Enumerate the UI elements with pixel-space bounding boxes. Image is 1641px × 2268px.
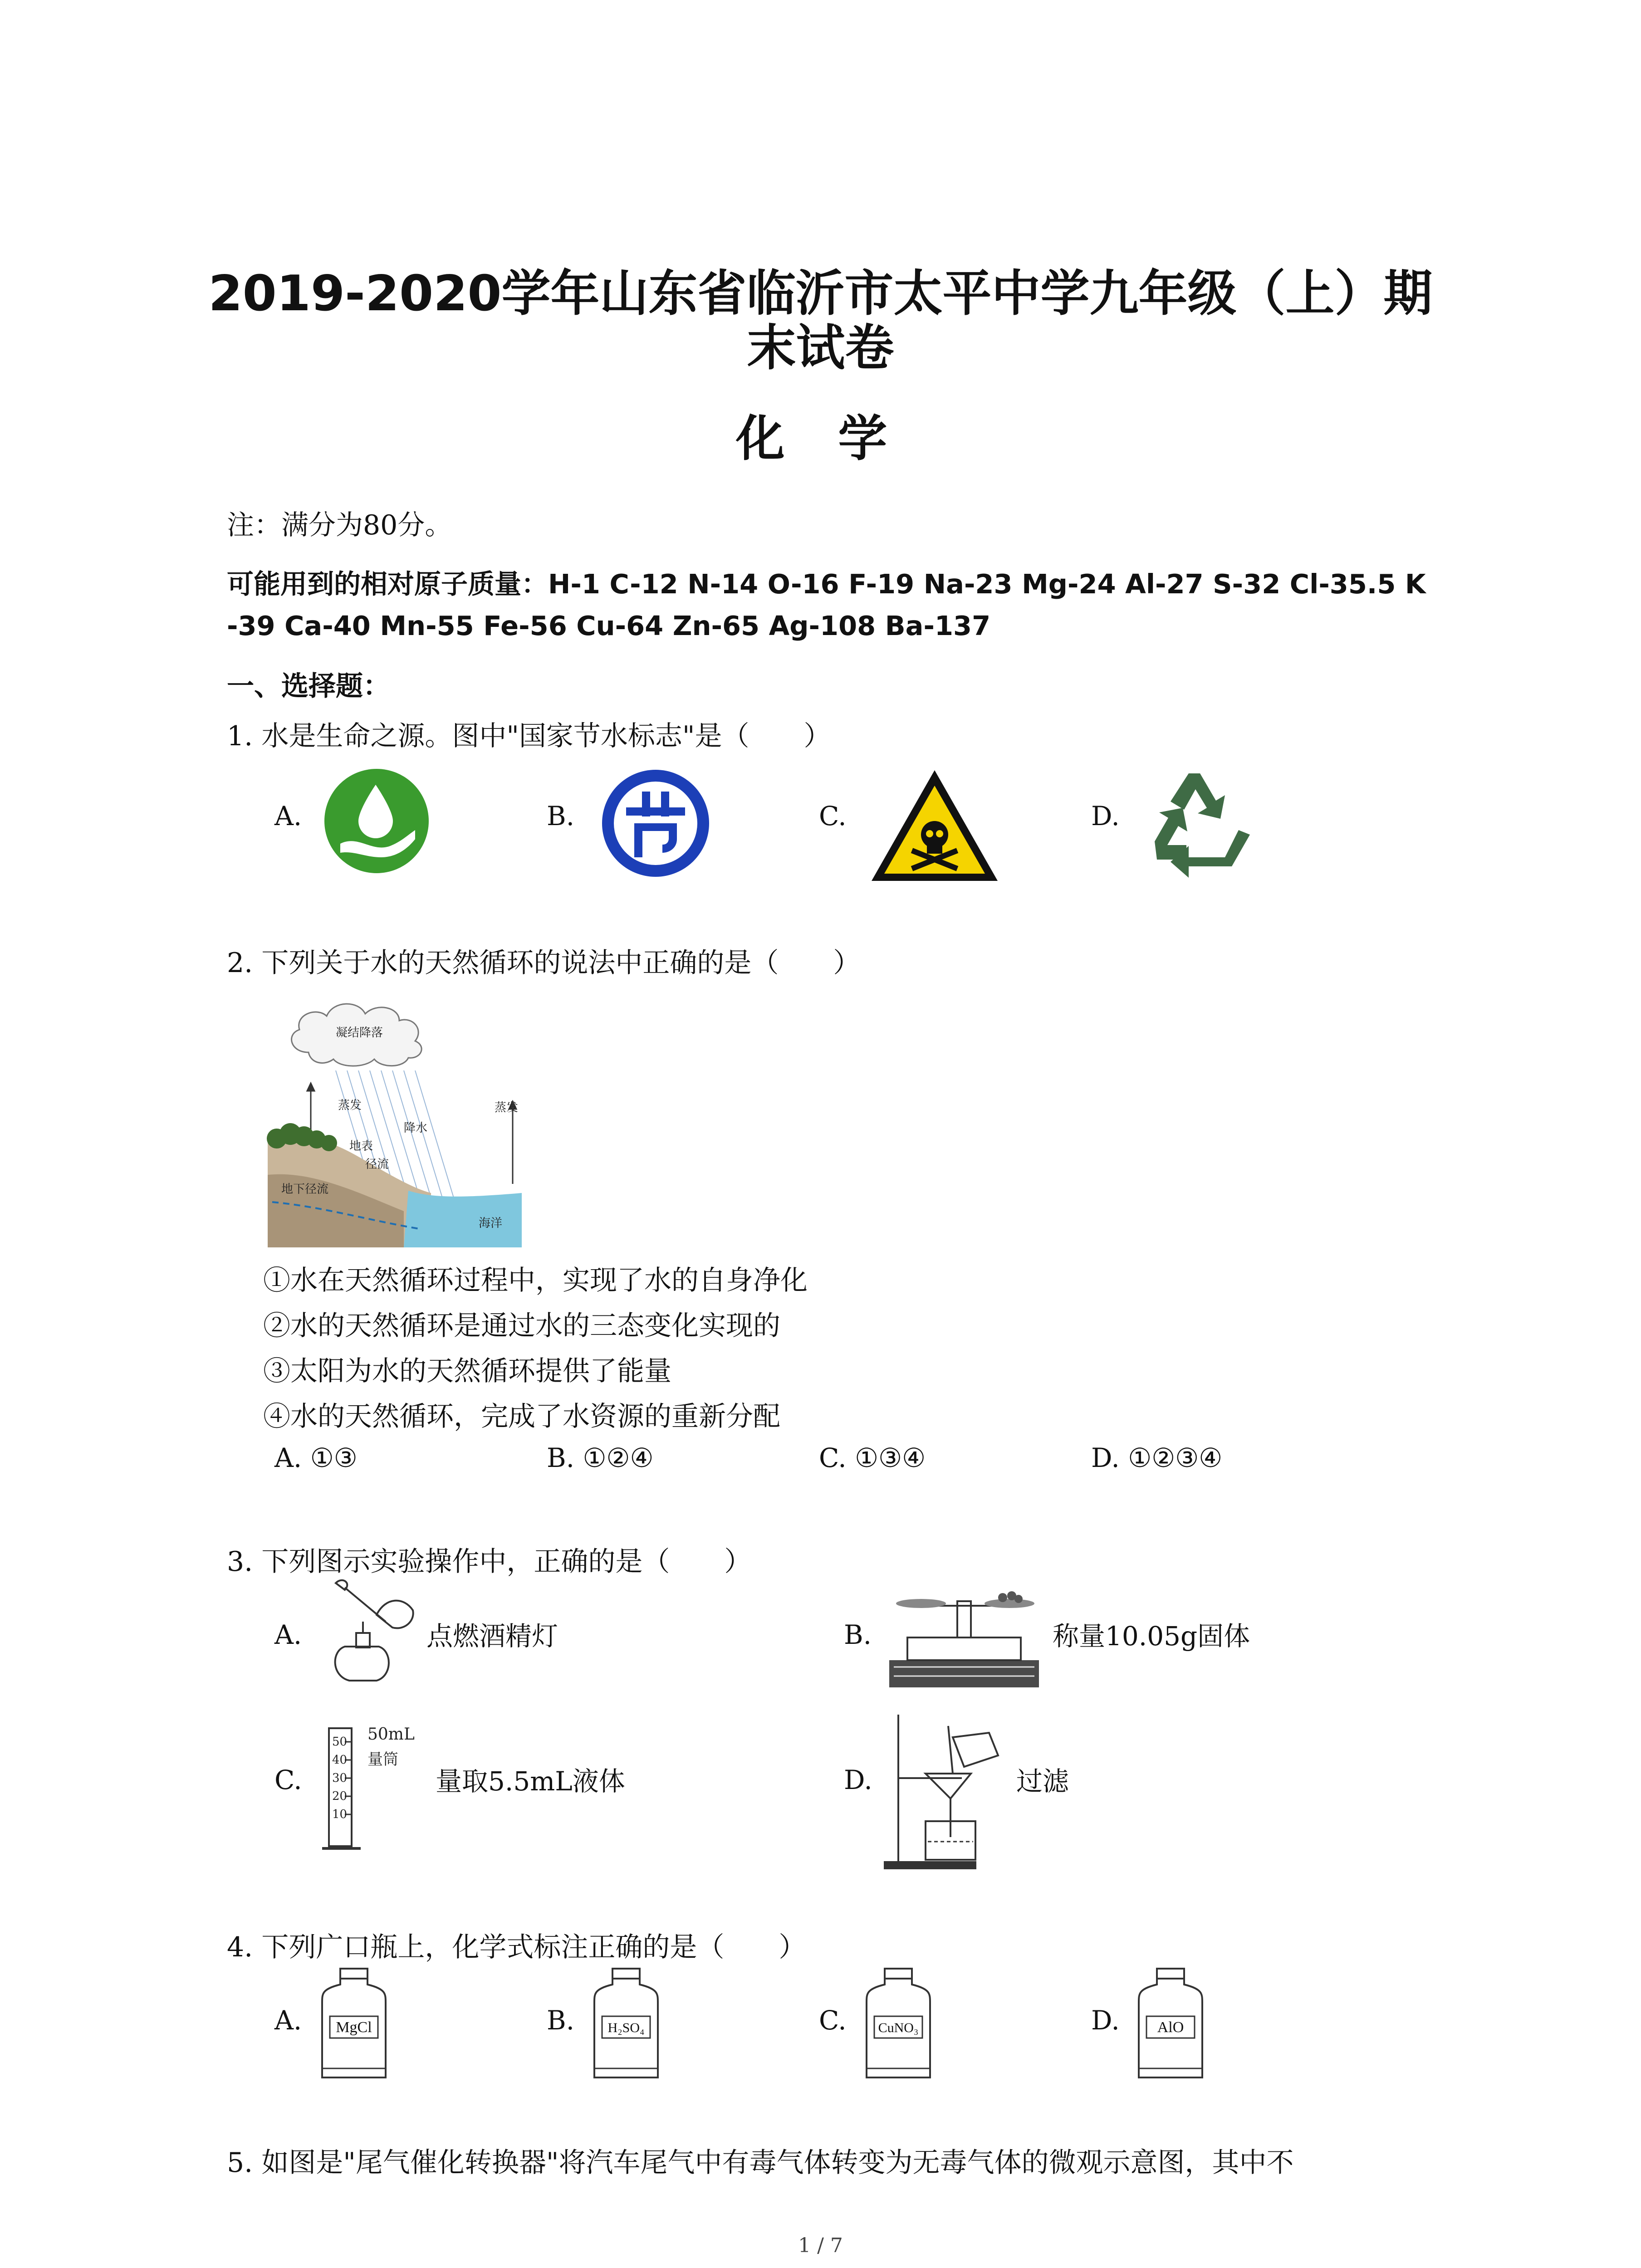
filtration-setup-icon xyxy=(885,1706,1012,1873)
label-condense: 凝结降落 xyxy=(336,1026,383,1040)
q3-option-d-letter: D. xyxy=(844,1765,872,1795)
label-precipitation: 降水 xyxy=(404,1121,428,1135)
section-heading: 一、选择题： xyxy=(227,670,390,702)
q2-statement-1: ①水在天然循环过程中，实现了水的自身净化 xyxy=(263,1265,808,1296)
q2-statement-4: ④水的天然循环，完成了水资源的重新分配 xyxy=(263,1401,780,1432)
bottle-a-label: MgCl xyxy=(336,2019,372,2036)
q3-option-b-letter: B. xyxy=(844,1619,872,1650)
water-cycle-diagram xyxy=(268,993,522,1247)
label-ocean: 海洋 xyxy=(479,1217,503,1230)
question-3-stem: 3. 下列图示实验操作中，正确的是（ ） xyxy=(227,1546,752,1578)
label-evaporation-land: 蒸发 xyxy=(338,1099,362,1112)
water-drop-logo-icon xyxy=(322,767,431,875)
cyl-tick-40: 40 xyxy=(332,1753,348,1767)
q2-option-c: C. ①③④ xyxy=(819,1442,926,1473)
recycle-icon xyxy=(1141,764,1259,882)
q4-option-d: D. xyxy=(1091,2005,1120,2036)
bottle-c xyxy=(864,1969,932,2082)
bottle-c-label: CuNO₃ xyxy=(878,2020,919,2035)
question-5-stem: 5. 如图是"尾气催化转换器"将汽车尾气中有毒气体转变为无毒气体的微观示意图，其中不 xyxy=(227,2147,1294,2179)
label-runoff: 径流 xyxy=(365,1158,389,1171)
cyl-tick-20: 20 xyxy=(332,1789,348,1803)
cyl-tick-50: 50 xyxy=(332,1735,348,1749)
cylinder-name: 量筒 xyxy=(367,1750,398,1769)
q4-option-b: B. xyxy=(547,2005,575,2036)
bottle-b-label: H₂SO₄ xyxy=(607,2020,645,2035)
q3-option-d-text: 过滤 xyxy=(1016,1766,1069,1797)
page-title-line2: 末试卷 xyxy=(747,320,894,376)
atomic-masses-line1: 可能用到的相对原子质量：H-1 C-12 N-14 O-16 F-19 Na-23 Mg-24 Al-27 S-32 Cl-35.5 K xyxy=(227,568,1426,600)
page-number: 1 / 7 xyxy=(798,2234,843,2257)
bottle-d xyxy=(1136,1969,1205,2082)
water-saving-logo-icon xyxy=(599,767,712,880)
q1-option-d: D. xyxy=(1091,801,1120,831)
q2-option-b: B. ①②④ xyxy=(547,1442,654,1473)
q3-option-a-text: 点燃酒精灯 xyxy=(426,1621,558,1652)
q3-option-c-text: 量取5.5mL液体 xyxy=(436,1766,625,1797)
bottle-d-label: AlO xyxy=(1157,2019,1184,2036)
bottle-b xyxy=(592,1969,660,2082)
q3-option-b-text: 称量10.05g固体 xyxy=(1053,1621,1250,1652)
q3-option-a-letter: A. xyxy=(274,1619,302,1650)
score-note: 注：满分为80分。 xyxy=(227,509,452,541)
cyl-tick-30: 30 xyxy=(332,1771,348,1785)
balance-icon xyxy=(889,1588,1043,1692)
q1-option-a: A. xyxy=(274,801,302,831)
atomic-masses-line2: -39 Ca-40 Mn-55 Fe-56 Cu-64 Zn-65 Ag-108 Ba-137 xyxy=(227,610,991,641)
q2-statement-3: ③太阳为水的天然循环提供了能量 xyxy=(263,1355,671,1387)
q1-option-b: B. xyxy=(547,801,575,831)
q3-option-c-letter: C. xyxy=(274,1765,302,1795)
q2-statement-2: ②水的天然循环是通过水的三态变化实现的 xyxy=(263,1310,780,1342)
label-surface: 地表 xyxy=(349,1139,373,1153)
page-title: 2019-2020学年山东省临沂市太平中学九年级（上）期 xyxy=(208,265,1433,322)
toxic-warning-icon xyxy=(869,767,1000,885)
q1-option-c: C. xyxy=(819,801,847,831)
question-2-stem: 2. 下列关于水的天然循环的说法中正确的是（ ） xyxy=(227,947,861,979)
cylinder-capacity: 50mL xyxy=(367,1725,415,1744)
label-groundwater: 地下径流 xyxy=(281,1183,329,1196)
cyl-tick-10: 10 xyxy=(332,1808,348,1821)
q2-option-d: D. ①②③④ xyxy=(1091,1442,1223,1473)
label-evaporation-sea: 蒸发 xyxy=(495,1101,519,1114)
q2-option-a: A. ①③ xyxy=(274,1442,358,1473)
lamp-lighting-icon xyxy=(318,1579,422,1687)
graduated-cylinder-icon xyxy=(318,1715,436,1855)
bottle-a xyxy=(320,1969,388,2082)
question-1-stem: 1. 水是生命之源。图中"国家节水标志"是（ ） xyxy=(227,720,831,752)
q4-option-c: C. xyxy=(819,2005,847,2036)
q4-option-a: A. xyxy=(274,2005,302,2036)
subject-heading: 化 学 xyxy=(735,411,906,467)
question-4-stem: 4. 下列广口瓶上，化学式标注正确的是（ ） xyxy=(227,1931,806,1963)
